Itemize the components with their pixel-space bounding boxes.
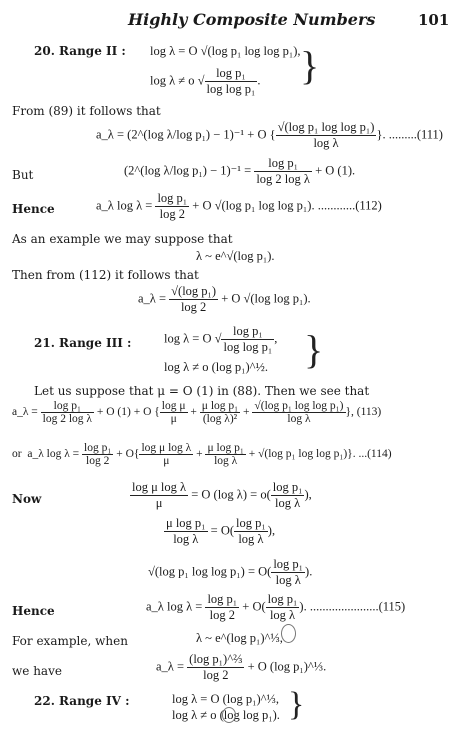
equation-then: a_λ = $\frac{\text{√(log p₁)}}{\log 2}$ + O √(log log p₁). (138, 284, 311, 314)
section-label-range-4: 22. Range IV : (34, 694, 130, 708)
now-equation-c: √(log p₁ log log p₁) = O( $\frac{\text{log p₁}}{\text{log λ}}$ ). (148, 557, 313, 587)
now-equation-a: $\frac{\text{log μ log λ}}{\mu}$ = O (log λ) = o( $\frac{\text{log p₁}}{\text{log λ}}$ ), (132, 480, 312, 510)
equation-115: a_λ log λ = $\frac{\text{log p₁}}{\log 2}$ + O( $\frac{\text{log p₁}}{\text{log λ}}$ ). ......................(115) (146, 592, 406, 622)
range4-brace: } (288, 686, 305, 723)
running-header-title: Highly Composite Numbers (128, 10, 376, 29)
equation-113: a_λ = $\frac{\text{log p₁}}{\text{log 2 log λ}}$ + O (1) + O { $\frac{\text{log μ}}{\mu}$ + $\frac{\text{μ log p₁}}{\text{(log λ)²}}$ + $\frac{\text{√(log p₁ log log p₁)}}{\text{log λ}}$ }, (113) (12, 400, 382, 425)
paragraph-example: As an example we may suppose that (12, 232, 233, 246)
paragraph-from-89: From (89) it follows that (12, 104, 161, 118)
equation-114: or a_λ log λ = $\frac{\text{log p₁}}{\log 2}$ + O{ $\frac{\text{log μ log λ}}{\mu}$ + $\frac{\text{μ log p₁}}{\text{log λ}}$ + √(log p₁ log log p₁)}. ...(114) (12, 442, 392, 467)
equation-112: a_λ log λ = $\frac{\text{log p₁}}{\log 2}$ + O √(log p₁ log log p₁). ............(112) (96, 191, 382, 221)
label-but: But (12, 168, 34, 182)
range2-brace: } (300, 43, 320, 88)
range4-condition-1: log λ = O (log p₁)^⅓, (172, 692, 280, 706)
range3-condition-1: log λ = O √ $\frac{\text{log p₁}}{\text{log log p₁}}$ , (164, 324, 278, 354)
label-hence-115: Hence (12, 604, 55, 618)
pencil-circle-mark (281, 624, 296, 643)
section-label-range-2: 20. Range II : (34, 44, 126, 58)
range3-brace: } (304, 327, 324, 372)
now-equation-b: $\frac{\text{μ log p₁}}{\text{log λ}}$ = O( $\frac{\text{log p₁}}{\text{log λ}}$ ), (166, 516, 276, 546)
example-lambda-1: λ ~ e^√(log p₁). (196, 249, 275, 263)
label-hence-112: Hence (12, 202, 55, 216)
equation-111: a_λ = (2^(log λ/log p₁) − 1)⁻¹ + O { $\frac{\text{√(log p₁ log log p₁)}}{\text{log λ}}$ }. .........(111) (96, 120, 443, 150)
label-for-example: For example, when (12, 634, 128, 648)
pencil-circle-mark-2 (222, 707, 236, 723)
section-label-range-3: 21. Range III : (34, 336, 132, 350)
range2-condition-2: log λ ≠ o √ $\frac{\text{log p₁}}{\text{log log p₁}}$ . (150, 66, 261, 96)
range2-condition-1: log λ = O √(log p₁ log log p₁), (150, 44, 301, 58)
paragraph-then-112: Then from (112) it follows that (12, 268, 199, 282)
equation-we-have: a_λ = $\frac{\text{(log p₁)\textasciicircum{}⅔}}{\log 2}$ + O (log p₁)^⅓. (156, 652, 327, 682)
equation-but: (2^(log λ/log p₁) − 1)⁻¹ = $\frac{\text{log p₁}}{\text{log 2 log λ}}$ + O (1). (124, 156, 356, 186)
range3-condition-2: log λ ≠ o (log p₁)^½. (164, 360, 269, 374)
label-now: Now (12, 492, 42, 506)
paragraph-suppose-mu: Let us suppose that μ = O (1) in (88). Then we see that (34, 384, 370, 398)
page-number: 101 (418, 11, 450, 29)
label-we-have: we have (12, 664, 62, 678)
example-lambda-2: λ ~ e^(log p₁)^⅓, (196, 631, 283, 645)
range4-condition-2: log λ ≠ o (log log p₁). (172, 708, 280, 722)
